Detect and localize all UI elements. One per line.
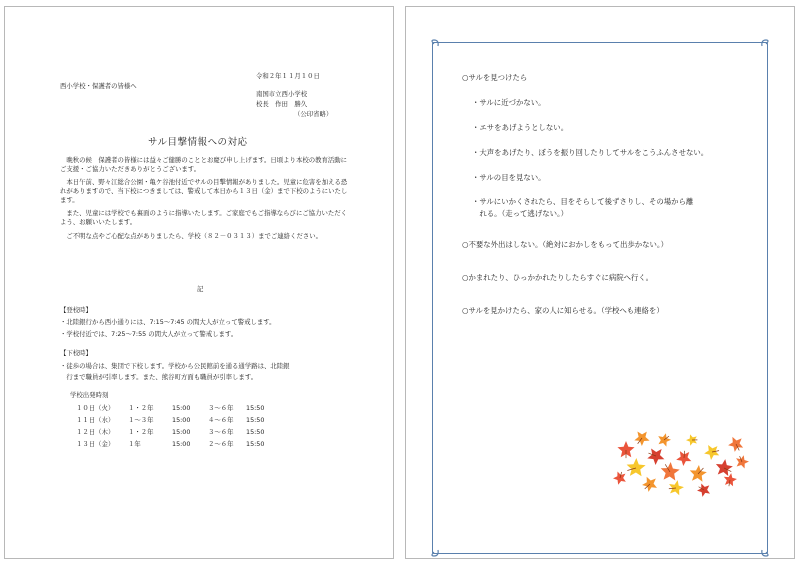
paragraph-guidance: また、児童には学校でも裏面のように指導いたします。ご家庭でもご指導ならびにご協力いただくよう、お願いいたします。 (60, 209, 348, 226)
sender-school: 南国市立西小学校 (256, 90, 308, 98)
schedule-heading: 学校出発時刻 (70, 391, 109, 399)
sender-seal: （公印省略） (294, 110, 333, 118)
rule-item: ・大声をあげたり、ぼうを振り回したりしてサルをこうふんさせない。 (472, 148, 709, 157)
maple-leaf-icon (617, 441, 634, 458)
rule-item: ・エサをあげようとしない。 (472, 123, 569, 132)
document-title: サル目撃情報への対応 (148, 137, 248, 148)
maple-leaves-illustration (612, 428, 752, 500)
tokou-item: ・学校付近では、7:25～7:55 の間大人が立って警戒します。 (60, 330, 238, 338)
maple-leaf-icon (686, 462, 710, 486)
paragraph-contact: ご不明な点やご心配な点がありましたら、学校（８２－０３１３）までご連絡ください。 (60, 232, 323, 240)
schedule-grade: ３～６年 (208, 428, 234, 436)
addressee: 西小学校・保護者の皆様へ (60, 82, 137, 90)
schedule-date: １３日（金） (76, 440, 115, 448)
rule-heading-see-monkey: ○サルを見つけたら (462, 73, 528, 82)
maple-leaf-icon (654, 431, 673, 450)
schedule-time: 15:50 (246, 416, 265, 424)
maple-leaf-icon (645, 445, 667, 467)
maple-leaf-icon (733, 454, 750, 471)
letter-date: 令和２年１１月１０日 (256, 72, 320, 80)
schedule-time: 15:00 (172, 416, 191, 424)
rule-heading-no-outing: ○不要な外出はしない。（絶対におかしをもって出歩かない。） (462, 240, 668, 249)
maple-leaf-icon (612, 470, 628, 486)
paragraph-greeting: 晩秋の候 保護者の皆様には益々ご健勝のこととお慶び申し上げます。日頃より本校の教育活動にご支援・ご協力いただきありがとうございます。 (60, 156, 348, 173)
rule-item: ・サルに近づかない。 (472, 98, 546, 107)
gekou-heading: 【下校時】 (60, 349, 92, 357)
gekou-line: ・徒歩の場合は、集団で下校します。学校から公民館前を通る通学路は、北陸銀 (60, 362, 290, 370)
schedule-time: 15:00 (172, 428, 191, 436)
maple-leaf-icon (657, 459, 683, 485)
schedule-date: １１日（水） (76, 416, 115, 424)
maple-leaf-icon (686, 434, 698, 446)
sender-principal: 校長 作田 勝久 (256, 100, 308, 108)
schedule-grade: １・２年 (128, 404, 154, 412)
maple-leaf-icon (632, 428, 653, 448)
schedule-time: 15:50 (246, 440, 265, 448)
rule-item: ・サルにいかくされたら、目をそらして後ずさりし、その場から離 (472, 197, 694, 206)
schedule-grade: １・２年 (128, 428, 154, 436)
schedule-time: 15:00 (172, 404, 191, 412)
schedule-grade: １年 (128, 440, 141, 448)
maple-leaf-icon (640, 473, 661, 494)
schedule-grade: ３～６年 (208, 404, 234, 412)
maple-leaf-icon (703, 443, 721, 461)
schedule-grade: ４～６年 (208, 416, 234, 424)
schedule-time: 15:50 (246, 404, 265, 412)
schedule-date: １０日（火） (76, 404, 115, 412)
rule-item-continued: れる。（走って逃げない。） (472, 209, 569, 218)
paragraph-sighting: 本日午前、野々江総合公園・亀ケ谷池付近でサルの目撃情報がありました。児童に危害を加える恐れがありますので、当下校につきましては、警戒して本日から１３日（金）まで下校のようにいたします。 (60, 178, 348, 204)
gekou-line: 行まで職員が引率します。また、熊谷町方面も職員が引率します。 (60, 373, 258, 381)
schedule-date: １２日（木） (76, 428, 115, 436)
maple-leaf-icon (695, 481, 713, 499)
maple-leaf-icon (722, 472, 737, 487)
tokou-item: ・北陸銀行から西小通りには、7:15～7:45 の間大人が立って警戒します。 (60, 318, 276, 326)
maple-leaf-icon (668, 480, 685, 497)
rule-item: ・サルの目を見ない。 (472, 173, 546, 182)
ki-mark: 記 (197, 285, 204, 293)
maple-leaf-icon (625, 456, 649, 480)
maple-leaf-icon (726, 433, 746, 453)
tokou-heading: 【登校時】 (60, 306, 92, 314)
schedule-grade: １～３年 (128, 416, 154, 424)
schedule-time: 15:50 (246, 428, 265, 436)
schedule-time: 15:00 (172, 440, 191, 448)
rule-heading-hospital: ○かまれたり、ひっかかれたりしたらすぐに病院へ行く。 (462, 273, 654, 282)
schedule-grade: ２～６年 (208, 440, 234, 448)
rule-heading-report: ○サルを見かけたら、家の人に知らせる。（学校へも連絡を） (462, 306, 664, 315)
maple-leaf-icon (676, 450, 692, 466)
